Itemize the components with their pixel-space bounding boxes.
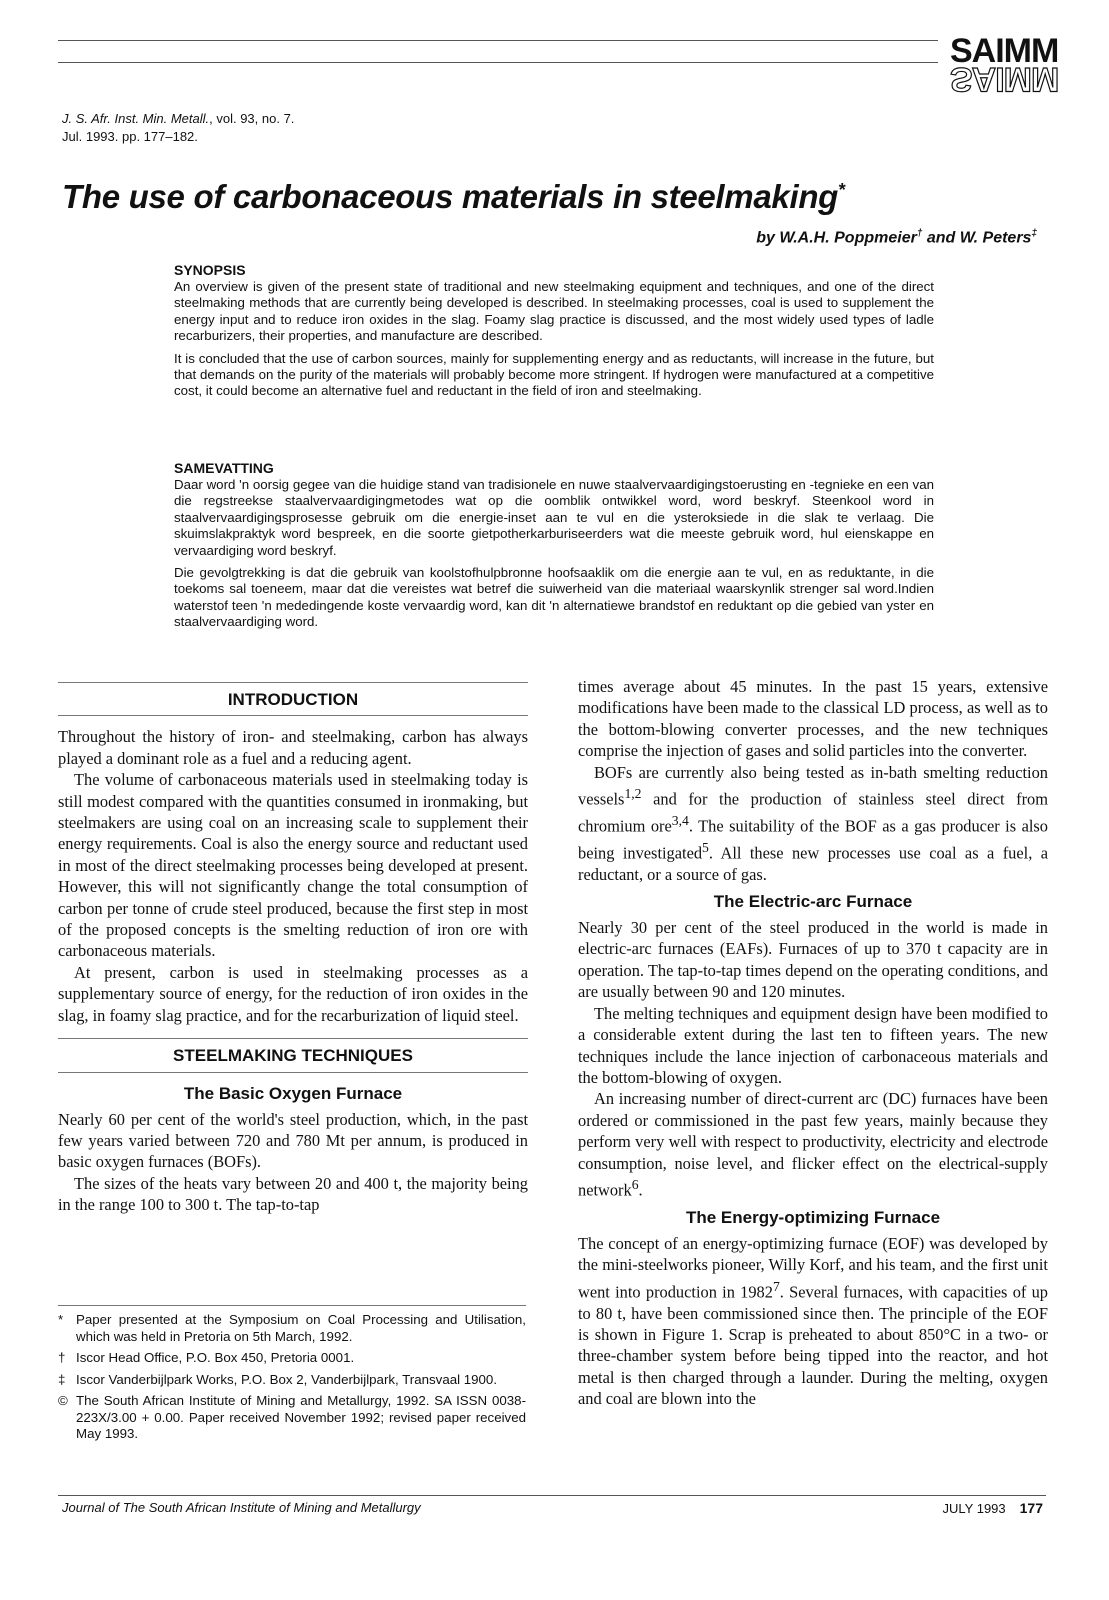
section-heading-steelmaking-techniques: STEELMAKING TECHNIQUES <box>58 1038 528 1072</box>
citation-volume: , vol. 93, no. 7. <box>209 111 295 126</box>
synopsis <box>174 262 934 406</box>
title-footnote-mark: * <box>838 180 845 200</box>
article-authors: by W.A.H. Poppmeier† and W. Peters‡ <box>756 228 1037 247</box>
header-rule-bottom <box>58 62 938 63</box>
bof-paragraph-1: Nearly 60 per cent of the world's steel production, which, in the past few years varied between 720 and 780 Mt per annum, is produced in basic oxygen furnaces (BOFs). <box>58 1109 528 1172</box>
footer-date: JULY 1993 <box>942 1501 1006 1516</box>
synopsis-paragraph-1: An overview is given of the present state of traditional and new steelmaking equipment and techniques, and one of the direct steelmaking methods that are currently being developed is described. In steelmaking processes, coal is used to supplement the energy input and to reduce iron oxides in the slag. Foamy slag practice is discussed, and the most widely used types of ladle recarburizers, their properties, and manufacture are described. <box>174 279 934 344</box>
logo-text: SAIMM <box>950 32 1059 70</box>
footer-rule <box>58 1495 1046 1496</box>
citation <box>62 110 294 146</box>
synopsis-heading: SYNOPSIS <box>174 262 246 278</box>
article-title: The use of carbonaceous materials in steelmaking* <box>62 178 845 215</box>
bof-paragraph-2: The sizes of the heats vary between 20 and 400 t, the majority being in the range 100 to 300 t. The tap-to-tap <box>58 1173 528 1215</box>
synopsis-paragraph-2: It is concluded that the use of carbon sources, mainly for supplementing energy and as reductants, will increase in the future, but that demands on the purity of the materials will probably become more stringent. If hydrogen were manufactured at a competitive cost, it could become an alternative fuel and reductant in the field of iron and steelmaking. <box>174 350 934 399</box>
footnote-author1: † Iscor Head Office, P.O. Box 450, Pretoria 0001. <box>58 1350 355 1365</box>
citation-date-pages: Jul. 1993. pp. 177–182. <box>62 129 198 144</box>
right-column <box>578 676 1048 1410</box>
samevatting-paragraph-1: Daar word 'n oorsig gegee van die huidige stand van tradisionele en nuwe staalvervaardigingstoerusting en -tegnieke en een van die regstreekse staalvervaardigingmetodes wat op die oomblik ontwikkel word, word beskryf. Steenkool word in staalvervaardigingsprosesse gebruik om die energie-inset aan te vul en die ysteroksiede in die slak te verlaag. Die skuimslakpraktyk word bespreek, en die soorte gietpotherkarburiseerders wat die meeste gebruik word, hul eienskappe en vervaardiging word beskryf. <box>174 477 934 558</box>
subsection-heading-bof: The Basic Oxygen Furnace <box>183 1083 403 1103</box>
bof-paragraph-3: BOFs are currently also being tested as in-bath smelting reduction vessels$^{1,2}$ and for the production of stainless steel direct from chromium ore$^{3,4}$. The suitability of the BOF as a gas producer is also being investigated$^5$. All these new processes use coal as a fuel, a reductant, or a source of gas. <box>578 762 1049 884</box>
footer-date-page <box>943 1500 1043 1516</box>
footnote-author2: ‡ Iscor Vanderbijlpark Works, P.O. Box 2, Vanderbijlpark, Transvaal 1900. <box>58 1371 498 1387</box>
left-column <box>58 676 528 1216</box>
intro-paragraph-2: The volume of carbonaceous materials used in steelmaking today is still modest compared with the quantities consumed in ironmaking, but steelmakers are using coal on an increasing scale to supplement their energy requirements. Coal is also the energy source and reductant used in most of the direct steelmaking processes being developed at present. However, this will not significantly change the total consumption of carbon per tonne of crude steel produced, because the first step in most of the proposed concepts is the smelting reduction of iron ore with carbonaceous materials. <box>58 770 528 961</box>
samevatting <box>174 460 934 637</box>
bof-continued-paragraph: times average about 45 minutes. In the past 15 years, extensive modifications have been made to the classical LD process, as well as to the bottom-blowing converter processes, and the new techniques comprise the injection of gases and solid particles into the converter. <box>578 677 1048 761</box>
samevatting-paragraph-2: Die gevolgtrekking is dat die gebruik van koolstofhulpbronne hoofsaaklik om die energie aan te vul, en as reduktante, in die toekoms sal toeneem, maar dat die vereistes wat betref die suiwerheid van die materiaal waarskynlik strenger sal word.Indien waterstof teen 'n mededingende koste vervaardig word, kan dit 'n alternatiewe brandstof en reduktant op die gebied van yster en staalvervaardiging word. <box>174 565 934 630</box>
footnote-copyright: © The South African Institute of Mining and Metallurgy, 1992. SA ISSN 0038-223X/3.00 + 0.00. Paper received November 1992; revised paper received May 1993. <box>58 1393 526 1441</box>
section-heading-introduction: INTRODUCTION <box>58 682 528 716</box>
footnote-paper: * Paper presented at the Symposium on Coal Processing and Utilisation, which was held in Pretoria on 5th March, 1992. <box>58 1312 526 1344</box>
eof-paragraph-1: The concept of an energy-optimizing furnace (EOF) was developed by the mini-steelworks pioneer, Willy Korf, and his team, and the first unit went into production in 1982$^7$. Several furnaces, with capacities of up to 80 t, have been commissioned since then. The principle of the EOF is shown in Figure 1. Scrap is preheated to about 850°C in a two- or three-chamber system before being tipped into the reactor, and hot metal is then charged through a launder. During the melting, oxygen and coal are blown into the <box>578 1233 1048 1409</box>
footer-journal: Journal of The South African Institute of Mining and Metallurgy <box>62 1500 421 1515</box>
eaf-paragraph-3: An increasing number of direct-current arc (DC) furnaces have been ordered or commissioned in the past few years, mainly because they perform very well with respect to productivity, electricity and electrode consumption, noise level, and flicker effect on the electrical-supply network$^6$. <box>578 1089 1048 1200</box>
eaf-paragraph-1: Nearly 30 per cent of the steel produced in the world is made in electric-arc furnaces (EAFs). Furnaces of up to 370 t capacity are in operation. The tap-to-tap times depend on the operating conditions, and are usually between 90 and 120 minutes. <box>578 918 1048 1002</box>
page-number: 177 <box>1019 1500 1043 1516</box>
eaf-paragraph-2: The melting techniques and equipment design have been modified to a considerable extent during the last ten to fifteen years. The new techniques include the lance injection of carbonaceous materials and the bottom-blowing of oxygen. <box>578 1003 1048 1087</box>
subsection-heading-eaf: The Electric-arc Furnace <box>713 892 913 912</box>
saimm-logo <box>950 32 1060 98</box>
samevatting-heading: SAMEVATTING <box>174 460 274 476</box>
intro-paragraph-3: At present, carbon is used in steelmaking processes as a supplementary source of energy, for the reduction of iron oxides in the slag, in foamy slag practice, and for the recarburization of liquid steel. <box>58 962 528 1025</box>
footnotes <box>58 1305 526 1448</box>
intro-paragraph-1: Throughout the history of iron- and steelmaking, carbon has always played a dominant role as a fuel and a reducing agent. <box>58 727 528 768</box>
logo-text-reflection: SAIMM <box>950 60 1059 98</box>
header-rule-top <box>58 40 938 41</box>
subsection-heading-eof: The Energy-optimizing Furnace <box>685 1207 941 1227</box>
citation-journal: J. S. Afr. Inst. Min. Metall. <box>62 111 210 126</box>
